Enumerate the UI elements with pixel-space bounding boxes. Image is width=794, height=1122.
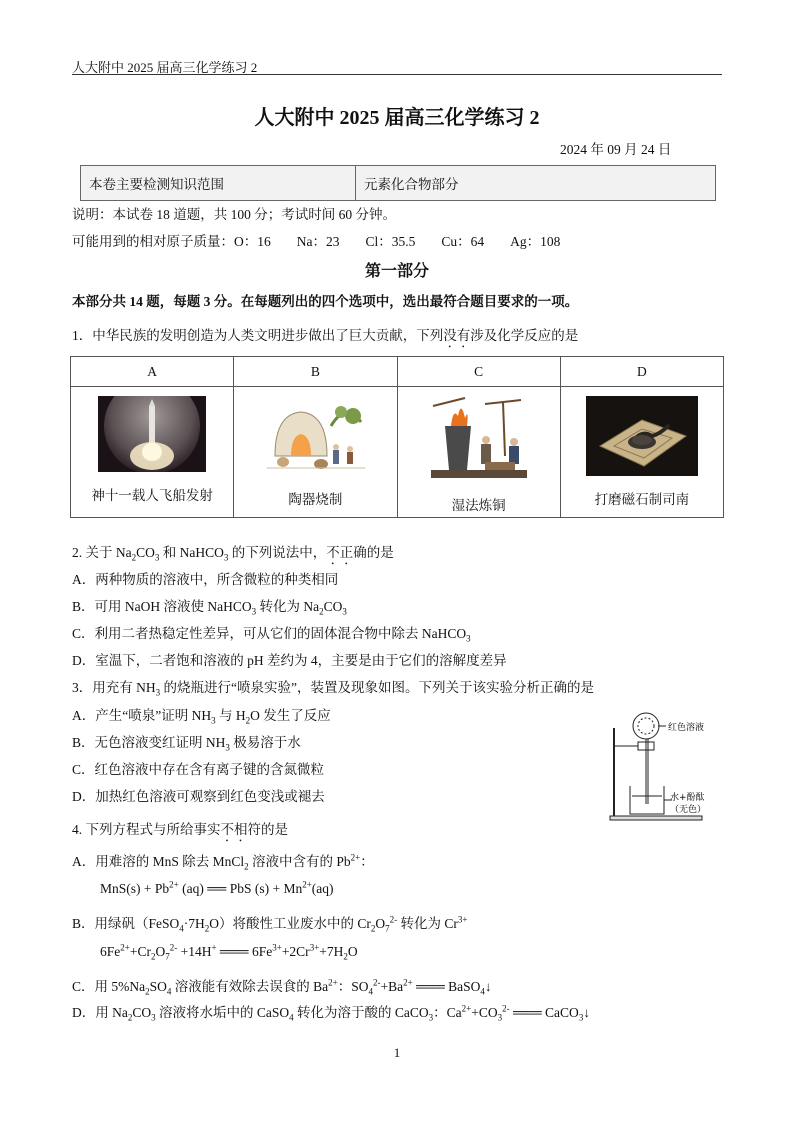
- mass-na: Na：23: [296, 234, 340, 249]
- mass-cu: Cu：64: [441, 234, 485, 249]
- fig-label-red-solution: 红色溶液: [668, 723, 705, 733]
- q2-b-mid: 转化为 Na: [256, 599, 320, 614]
- q2-post: 的下列说法中，: [228, 545, 327, 560]
- q2-nahco3: NaHCO: [179, 545, 224, 560]
- q2-option-a: A．两种物质的溶液中，所含微粒的种类相同: [72, 572, 339, 587]
- q3-a-mid: 与 H: [215, 708, 246, 723]
- question-1-stem: [72, 324, 578, 351]
- q4-a-eq3: (aq): [311, 881, 334, 896]
- option-a-caption: 神十一载人飞船发射: [91, 488, 213, 503]
- q3-stem-pre: 3．用充有 NH: [72, 680, 156, 695]
- q4-emphasis: 不相: [220, 822, 248, 837]
- scope-table: [80, 165, 716, 201]
- exam-date: 2024 年 09 月 24 日: [560, 142, 672, 157]
- q2-option-c: C．利用二者热稳定性差异，可从它们的固体混合物中除去 NaHCO$_3$: [72, 626, 471, 644]
- q4-a-text: A．用难溶的 MnS 除去 MnCl: [72, 854, 245, 869]
- q4-b-eq: 6Fe: [100, 944, 121, 959]
- q2-option-d: D．室温下，二者饱和溶液的 pH 差约为 4，主要是由于它们的溶解度差异: [72, 653, 507, 668]
- q4-d-text6: ═══ CaCO: [509, 1005, 579, 1020]
- q2-c-pre: C．利用二者热稳定性差异，可从它们的固体混合物中除去 NaHCO: [72, 626, 467, 641]
- option-b-letter: B: [234, 357, 397, 387]
- q4-b-eq4: ═══ 6Fe: [216, 944, 273, 959]
- q4-d-text4: ：Ca: [433, 1005, 462, 1020]
- q4-option-c: C．用 $5\%Na_2SO_4$ 溶液能有效除去误食的 $Ba^{2+}$：$SO_4^{2-}+Ba^{2+}$ ═══ BaSO$_4$↓: [72, 977, 492, 997]
- page-number: 1: [393, 1045, 401, 1060]
- q4-c-text3: ：SO: [337, 979, 369, 994]
- q4-d-text5: +CO: [471, 1005, 498, 1020]
- q4-d-text7: ↓: [583, 1005, 591, 1020]
- question-4-stem: [72, 818, 288, 845]
- q4-b-eq2: +Cr: [129, 944, 151, 959]
- part-heading: 第一部分: [364, 263, 429, 280]
- q2-end: 确的是: [353, 545, 394, 560]
- q4-option-a-equation: $MnS(s) + Pb^{2+}$ (aq) ══ PbS $(s) + Mn^{2+}(aq)$: [100, 879, 334, 896]
- q2-na2co3: Na: [115, 545, 132, 560]
- q3-option-d: D．加热红色溶液可观察到红色变浅或褪去: [72, 789, 325, 804]
- q3-option-c: C．红色溶液中存在含有离子键的含氮微粒: [72, 762, 325, 777]
- atomic-masses-label: 可能用到的相对原子质量：: [72, 234, 234, 249]
- q4-b-eq5: +2Cr: [281, 944, 310, 959]
- q4-d-text2: 溶液将水垢中的 CaSO: [155, 1005, 290, 1020]
- q4-b-eq7: O: [347, 944, 358, 959]
- q4-option-d: D．用 $Na_2CO_3$ 溶液将水垢中的 CaSO$_4$ 转化为溶于酸的 CaCO$_3$：$Ca^{2+}+CO_3^{2-}$ ═══ CaCO$_3$↓: [72, 1003, 591, 1023]
- exam-instructions: 说明：本试卷 18 道题，共 100 分；考试时间 60 分钟。: [72, 207, 396, 222]
- rocket-launch-image: [98, 396, 206, 472]
- q2-b-pre: B．可用 NaOH 溶液使 NaHCO: [72, 599, 252, 614]
- q4-d-text: D．用 Na: [72, 1005, 128, 1020]
- pottery-firing-image: [261, 396, 369, 476]
- q4-c-text5: ═══ BaSO: [412, 979, 481, 994]
- fountain-experiment-figure: [600, 708, 724, 824]
- q3-b-post: 极易溶于水: [229, 735, 301, 750]
- q4-a-eq: MnS(s) + Pb: [100, 881, 170, 896]
- option-c-caption: 湿法炼铜: [451, 498, 506, 513]
- q4-b-text: B．用绿矾（FeSO: [72, 916, 180, 931]
- question-2-stem: 2. 关于 $Na_2CO_3$ 和 NaHCO$_3$ 的下列说法中，不正确的是: [72, 545, 394, 563]
- q4-a-text2: 溶液中含有的 Pb: [248, 854, 351, 869]
- q4-option-b-equation: $6Fe^{2+}+Cr_2O_7^{2-} +14H^+$ ═══ $6Fe^{3+}+2Cr^{3+}+7H_2O$: [100, 942, 358, 962]
- q1-stem-post: 涉及化学反应的是: [470, 328, 579, 343]
- q4-b-text3: O）将酸性工业废水中的 Cr: [209, 916, 371, 931]
- q4-stem-pre: 4. 下列方程式与所给事实: [72, 822, 221, 837]
- q2-mid: 和: [159, 545, 180, 560]
- option-a-letter: A: [71, 357, 234, 387]
- q3-option-a: A．产生“喷泉”证明 $NH_3$ 与 $H_2O$ 发生了反应: [72, 708, 331, 726]
- mass-cl: Cl：35.5: [365, 234, 416, 249]
- question-1-options: [70, 356, 724, 518]
- option-c-letter: C: [397, 357, 560, 387]
- mass-o: O：16: [234, 234, 271, 249]
- q4-b-eq3: +14H: [177, 944, 212, 959]
- q2-option-b: B．可用 NaOH 溶液使 NaHCO$_3$ 转化为 $Na_2CO_3$: [72, 599, 347, 617]
- scope-value: 元素化合物部分: [364, 177, 459, 192]
- fig-label-colorless: （无色）: [670, 805, 707, 815]
- q2-emphasis: 不正: [326, 545, 354, 560]
- q4-d-text3: 转化为溶于酸的 CaCO: [293, 1005, 429, 1020]
- q2-num: 2. 关于: [72, 545, 116, 560]
- fig-label-water-phenol: 水+酚酞: [670, 793, 705, 803]
- scope-label: 本卷主要检测知识范围: [81, 166, 356, 200]
- q3-a-pre: A．产生“喷泉”证明 NH: [72, 708, 212, 723]
- option-d-cell: [560, 387, 723, 518]
- q3-stem-post: 的烧瓶进行“喷泉实验”，装置及现象如图。下列关于该实验分析正确的是: [160, 680, 594, 695]
- q1-emphasis: 没有: [443, 328, 471, 343]
- part-instruction: 本部分共 14 题，每题 3 分。在每题列出的四个选项中，选出最符合题目要求的一项。: [72, 294, 579, 309]
- compass-sinan-image: [586, 396, 698, 476]
- q4-c-text4: +Ba: [380, 979, 404, 994]
- question-3-stem: 3．用充有 $NH_3$ 的烧瓶进行“喷泉实验”，装置及现象如图。下列关于该实验分析正确的是: [72, 680, 594, 698]
- q3-option-b: B．无色溶液变红证明 $NH_3$ 极易溶于水: [72, 735, 301, 753]
- q4-option-a: A．用难溶的 MnS 除去 MnCl$_2$ 溶液中含有的 $Pb^{2+}$：: [72, 852, 374, 872]
- option-d-caption: 打磨磁石制司南: [594, 492, 690, 507]
- option-a-cell: [71, 387, 234, 518]
- q4-b-text2: ·7H: [183, 916, 205, 931]
- option-c-cell: [397, 387, 560, 518]
- q4-c-text6: ↓: [484, 979, 492, 994]
- q3-a-post: O 发生了反应: [250, 708, 331, 723]
- mass-ag: Ag：108: [510, 234, 561, 249]
- q4-a-eq2: (aq) ══ PbS (s) + Mn: [178, 881, 303, 896]
- q4-b-text4: 转化为 Cr: [397, 916, 458, 931]
- atomic-masses: [72, 230, 560, 250]
- copper-smelting-image: [425, 396, 533, 482]
- q4-c-text: C．用 5%Na: [72, 979, 146, 994]
- option-b-cell: [234, 387, 397, 518]
- option-d-letter: D: [560, 357, 723, 387]
- q4-c-text2: 溶液能有效除去误食的 Ba: [171, 979, 329, 994]
- option-b-caption: 陶器烧制: [288, 492, 343, 507]
- q1-stem-pre: 1．中华民族的发明创造为人类文明进步做出了巨大贡献，下列: [72, 328, 444, 343]
- page-title: 人大附中 2025 届高三化学练习 2: [254, 107, 540, 129]
- header-rule: [72, 74, 722, 75]
- q4-b-eq6: +7H: [319, 944, 344, 959]
- q3-b-pre: B．无色溶液变红证明 NH: [72, 735, 226, 750]
- q4-stem-post: 符的是: [247, 822, 288, 837]
- running-header: 人大附中 2025 届高三化学练习 2: [72, 60, 258, 75]
- q4-option-b: B．用绿矾$(FeSO_4\cdot 7H_2O)$将酸性工业废水中的 $Cr_2O_7^{2-}$ 转化为 $Cr^{3+}$: [72, 914, 468, 934]
